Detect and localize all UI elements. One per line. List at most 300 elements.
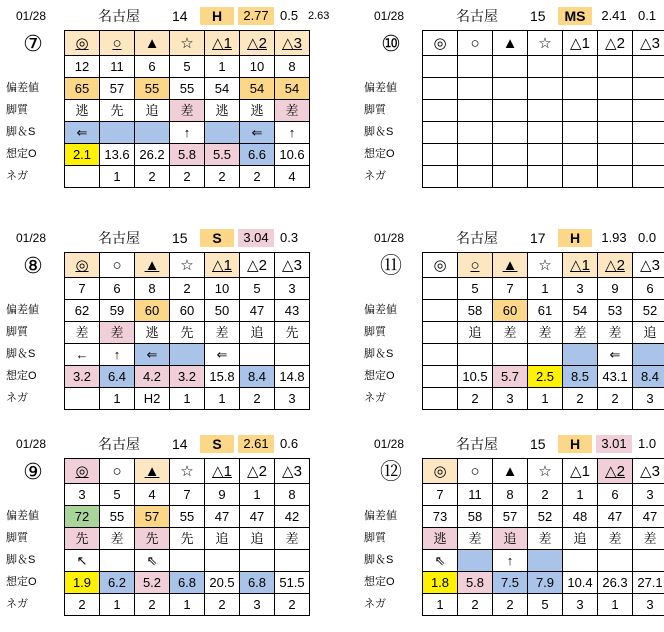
data-cell: 3.2	[170, 366, 205, 388]
data-cell: 5.7	[493, 366, 528, 388]
data-cell	[563, 144, 598, 166]
data-cell: 2	[598, 388, 633, 410]
row-label: ネガ	[360, 594, 423, 616]
data-cell: 1.9	[65, 572, 100, 594]
data-cell: 2	[563, 388, 598, 410]
data-cell: 逃	[423, 528, 458, 550]
data-row	[360, 322, 664, 344]
race-panel	[360, 4, 664, 204]
prediction-mark: △3	[633, 31, 664, 56]
data-cell: 3	[633, 388, 664, 410]
race-table	[360, 458, 664, 616]
data-cell: 52	[528, 506, 563, 528]
data-cell: 逃	[205, 100, 240, 122]
row-label: 偏差値	[360, 300, 423, 322]
race-grade-badge: S	[200, 435, 234, 453]
data-cell	[633, 122, 664, 144]
race-grade-badge: H	[558, 435, 592, 453]
odds-value: 2.61	[238, 435, 274, 453]
data-cell	[423, 166, 458, 188]
data-cell	[633, 100, 664, 122]
data-row	[2, 300, 310, 322]
data-cell	[275, 550, 310, 572]
data-cell	[493, 100, 528, 122]
data-cell: 7.9	[528, 572, 563, 594]
horse-number: 9	[598, 278, 633, 300]
data-cell	[563, 122, 598, 144]
data-cell: 60	[135, 300, 170, 322]
race-distance: 15	[530, 435, 546, 453]
data-cell: 10.4	[563, 572, 598, 594]
data-cell: 差	[100, 322, 135, 344]
data-cell	[633, 78, 664, 100]
prediction-mark: ◎	[65, 253, 100, 278]
race-distance: 17	[530, 229, 546, 247]
data-cell	[493, 166, 528, 188]
race-table	[2, 458, 310, 616]
data-cell: 47	[205, 506, 240, 528]
data-cell: 4.2	[135, 366, 170, 388]
prediction-mark: △3	[633, 459, 664, 484]
prediction-mark: ○	[458, 253, 493, 278]
prediction-mark: ▲	[135, 253, 170, 278]
data-cell	[65, 388, 100, 410]
row-label: 偏差値	[2, 506, 65, 528]
prediction-mark: ▲	[493, 253, 528, 278]
data-cell	[458, 78, 493, 100]
data-row	[360, 144, 664, 166]
data-cell: 6.2	[100, 572, 135, 594]
data-cell	[458, 100, 493, 122]
venue-name: 名古屋	[456, 7, 498, 25]
data-row	[2, 322, 310, 344]
data-cell: 2	[205, 594, 240, 616]
data-cell: 1	[100, 166, 135, 188]
data-cell: 逃	[65, 100, 100, 122]
data-cell: 2	[170, 166, 205, 188]
data-cell: 8.4	[240, 366, 275, 388]
venue-name: 名古屋	[98, 7, 140, 25]
race-grade-badge: MS	[558, 7, 592, 25]
data-cell: 57	[100, 78, 135, 100]
data-cell	[458, 550, 493, 572]
data-cell: 2	[65, 594, 100, 616]
data-cell: 7.5	[493, 572, 528, 594]
row-label: 脚＆S	[2, 344, 65, 366]
prediction-mark: ◎	[65, 459, 100, 484]
horse-number: 5	[100, 484, 135, 506]
index-value-1: 0.5	[280, 7, 298, 25]
data-cell: 55	[170, 506, 205, 528]
data-cell: ↖	[65, 550, 100, 572]
data-cell: 54	[240, 78, 275, 100]
row-label	[2, 278, 65, 300]
prediction-mark: ▲	[493, 31, 528, 56]
horse-number: 1	[528, 278, 563, 300]
data-cell: 先	[170, 528, 205, 550]
data-cell: 47	[240, 300, 275, 322]
horse-number: 7	[170, 484, 205, 506]
horse-number: 5	[240, 278, 275, 300]
marks-row	[360, 31, 664, 56]
data-cell: 3	[633, 594, 664, 616]
horse-number: 11	[100, 56, 135, 78]
data-cell	[170, 344, 205, 366]
horse-number: 7	[423, 484, 458, 506]
row-label: 脚質	[360, 322, 423, 344]
horse-number: 8	[275, 56, 310, 78]
data-cell: ↑	[493, 550, 528, 572]
race-grade-badge: S	[200, 229, 234, 247]
data-cell: 先	[65, 528, 100, 550]
data-cell	[598, 78, 633, 100]
data-cell	[423, 300, 458, 322]
data-cell: 60	[493, 300, 528, 322]
data-cell: ⇐	[135, 344, 170, 366]
prediction-mark: ☆	[528, 459, 563, 484]
race-table	[360, 252, 664, 410]
prediction-mark: △2	[598, 31, 633, 56]
data-cell: 追	[458, 322, 493, 344]
data-cell	[100, 550, 135, 572]
data-cell: 65	[65, 78, 100, 100]
horse-number	[563, 56, 598, 78]
data-cell	[563, 100, 598, 122]
data-cell: ↑	[100, 344, 135, 366]
data-cell: 差	[493, 322, 528, 344]
row-label: 想定O	[2, 144, 65, 166]
data-row	[2, 550, 310, 572]
data-cell: 8.4	[633, 366, 664, 388]
data-cell: 72	[65, 506, 100, 528]
horse-number-row	[360, 278, 664, 300]
data-cell: 57	[135, 506, 170, 528]
data-cell: 47	[633, 506, 664, 528]
horse-number: 2	[170, 278, 205, 300]
data-cell: 5.8	[170, 144, 205, 166]
prediction-mark: ☆	[170, 459, 205, 484]
horse-number: 10	[240, 56, 275, 78]
data-cell: 55	[170, 78, 205, 100]
data-cell: 58	[458, 506, 493, 528]
data-row	[2, 528, 310, 550]
data-cell: 42	[275, 506, 310, 528]
race-header	[360, 4, 664, 28]
data-cell: 差	[528, 528, 563, 550]
data-cell	[423, 100, 458, 122]
prediction-mark: ☆	[528, 31, 563, 56]
data-cell	[563, 344, 598, 366]
data-cell: 2	[458, 594, 493, 616]
race-panel	[360, 226, 664, 426]
race-distance: 14	[172, 435, 188, 453]
data-cell: 2	[458, 388, 493, 410]
data-cell: 2.5	[528, 366, 563, 388]
data-cell: 6.8	[170, 572, 205, 594]
data-cell: 10.5	[458, 366, 493, 388]
data-cell: 47	[598, 506, 633, 528]
data-cell	[205, 122, 240, 144]
data-cell	[423, 122, 458, 144]
horse-number: 9	[205, 484, 240, 506]
data-cell	[528, 166, 563, 188]
data-cell	[423, 144, 458, 166]
data-cell: 追	[240, 528, 275, 550]
prediction-mark: △1	[205, 459, 240, 484]
data-cell: 3	[563, 594, 598, 616]
data-cell: 26.3	[598, 572, 633, 594]
index-value-1: 0.1	[638, 7, 656, 25]
row-label: ネガ	[2, 388, 65, 410]
prediction-mark: △1	[563, 253, 598, 278]
race-panel	[2, 226, 322, 426]
prediction-mark: ◎	[423, 253, 458, 278]
data-cell: 差	[275, 528, 310, 550]
prediction-mark: ○	[100, 459, 135, 484]
index-value-2: 2.63	[308, 7, 329, 25]
data-cell: ⇐	[240, 122, 275, 144]
prediction-mark: △1	[563, 459, 598, 484]
race-distance: 14	[172, 7, 188, 25]
data-cell: ↑	[275, 122, 310, 144]
prediction-mark: △1	[205, 31, 240, 56]
marks-row	[2, 31, 310, 56]
data-row	[360, 572, 664, 594]
data-cell	[493, 122, 528, 144]
data-cell: 1	[598, 594, 633, 616]
data-row	[2, 366, 310, 388]
data-row	[360, 300, 664, 322]
race-distance: 15	[530, 7, 546, 25]
data-cell	[100, 122, 135, 144]
data-row	[2, 506, 310, 528]
row-label: 想定O	[2, 572, 65, 594]
race-grade-badge: H	[558, 229, 592, 247]
data-cell: 1.8	[423, 572, 458, 594]
data-cell: 6.4	[100, 366, 135, 388]
data-cell	[633, 144, 664, 166]
race-panel	[360, 432, 664, 632]
prediction-mark: △1	[205, 253, 240, 278]
data-row	[2, 344, 310, 366]
horse-number: 5	[170, 56, 205, 78]
horse-number-row	[2, 484, 310, 506]
horse-number: 3	[563, 278, 598, 300]
row-label: ネガ	[2, 594, 65, 616]
row-label: 脚質	[2, 322, 65, 344]
data-cell: ←	[65, 344, 100, 366]
race-number: ⑧	[2, 253, 65, 278]
data-cell: 1	[423, 594, 458, 616]
data-row	[2, 388, 310, 410]
race-date: 01/28	[374, 435, 404, 453]
data-cell	[528, 78, 563, 100]
data-row	[360, 594, 664, 616]
data-cell: ⇐	[598, 344, 633, 366]
data-cell: 58	[458, 300, 493, 322]
data-cell: 1	[205, 388, 240, 410]
data-cell: 13.6	[100, 144, 135, 166]
data-cell: 追	[633, 322, 664, 344]
data-cell	[493, 344, 528, 366]
data-cell: 55	[100, 506, 135, 528]
data-cell: 2	[240, 166, 275, 188]
prediction-mark: ▲	[135, 459, 170, 484]
race-number: ⑦	[2, 31, 65, 56]
row-label: 脚＆S	[2, 550, 65, 572]
data-cell	[423, 388, 458, 410]
horse-number: 7	[493, 278, 528, 300]
data-cell: 61	[528, 300, 563, 322]
data-row	[2, 122, 310, 144]
data-cell: 5.8	[458, 572, 493, 594]
data-cell: 1	[100, 594, 135, 616]
marks-row	[360, 253, 664, 278]
data-cell: 5	[528, 594, 563, 616]
row-label: 脚＆S	[360, 550, 423, 572]
race-number: ⑪	[360, 253, 423, 278]
race-panel	[2, 432, 322, 632]
data-cell	[598, 100, 633, 122]
data-cell	[135, 122, 170, 144]
marks-row	[360, 459, 664, 484]
data-cell: ⇐	[65, 122, 100, 144]
row-label: 偏差値	[360, 506, 423, 528]
horse-number: 8	[135, 278, 170, 300]
prediction-mark: ◎	[423, 459, 458, 484]
horse-number	[423, 56, 458, 78]
venue-name: 名古屋	[98, 435, 140, 453]
race-table	[2, 30, 310, 188]
data-row	[360, 122, 664, 144]
prediction-mark: ○	[458, 459, 493, 484]
prediction-mark: ☆	[528, 253, 563, 278]
data-cell: 1	[528, 388, 563, 410]
data-row	[360, 344, 664, 366]
data-cell: 差	[170, 100, 205, 122]
data-cell: 54	[205, 78, 240, 100]
race-number: ⑨	[2, 459, 65, 484]
data-cell: 6.6	[240, 144, 275, 166]
horse-number-row	[360, 484, 664, 506]
data-cell: 59	[100, 300, 135, 322]
race-date: 01/28	[16, 229, 46, 247]
data-cell: 追	[493, 528, 528, 550]
race-header	[360, 226, 664, 250]
row-label: 脚質	[2, 100, 65, 122]
index-value-1: 1.0	[638, 435, 656, 453]
horse-number: 2	[528, 484, 563, 506]
data-cell: 4	[275, 166, 310, 188]
row-label	[360, 278, 423, 300]
data-cell	[458, 166, 493, 188]
row-label: 想定O	[360, 572, 423, 594]
data-cell: 差	[100, 528, 135, 550]
data-cell: 差	[563, 322, 598, 344]
venue-name: 名古屋	[98, 229, 140, 247]
data-cell: 8.5	[563, 366, 598, 388]
data-cell	[423, 344, 458, 366]
data-cell: 54	[563, 300, 598, 322]
data-cell	[493, 78, 528, 100]
prediction-mark: ☆	[170, 31, 205, 56]
data-row	[2, 144, 310, 166]
data-cell	[423, 322, 458, 344]
data-cell: 15.8	[205, 366, 240, 388]
venue-name: 名古屋	[456, 229, 498, 247]
horse-number: 8	[275, 484, 310, 506]
race-panel	[2, 4, 322, 204]
row-label: ネガ	[360, 166, 423, 188]
data-cell	[598, 166, 633, 188]
data-cell: 27.1	[633, 572, 664, 594]
prediction-mark: ☆	[170, 253, 205, 278]
horse-number: 10	[205, 278, 240, 300]
race-table	[360, 30, 664, 188]
venue-name: 名古屋	[456, 435, 498, 453]
odds-value: 3.01	[596, 435, 632, 453]
horse-number: 3	[65, 484, 100, 506]
prediction-mark: ▲	[493, 459, 528, 484]
data-row	[360, 366, 664, 388]
prediction-mark: △2	[598, 459, 633, 484]
data-cell	[458, 144, 493, 166]
prediction-mark: ○	[100, 31, 135, 56]
data-cell: 60	[170, 300, 205, 322]
data-cell: 20.5	[205, 572, 240, 594]
row-label: 脚＆S	[2, 122, 65, 144]
marks-row	[2, 459, 310, 484]
horse-number: 12	[65, 56, 100, 78]
data-cell: 73	[423, 506, 458, 528]
race-date: 01/28	[374, 7, 404, 25]
horse-number: 6	[135, 56, 170, 78]
data-cell: 6.8	[240, 572, 275, 594]
data-cell: 52	[633, 300, 664, 322]
data-row	[360, 550, 664, 572]
data-cell: ↑	[170, 122, 205, 144]
data-cell	[563, 78, 598, 100]
data-cell: 43.1	[598, 366, 633, 388]
data-cell: 47	[240, 506, 275, 528]
race-date: 01/28	[374, 229, 404, 247]
data-cell	[65, 166, 100, 188]
horse-number	[423, 278, 458, 300]
row-label: 想定O	[360, 366, 423, 388]
prediction-mark: △3	[633, 253, 664, 278]
data-cell	[423, 366, 458, 388]
odds-value: 2.77	[238, 7, 274, 25]
data-cell	[205, 550, 240, 572]
data-cell	[458, 344, 493, 366]
data-cell: 差	[458, 528, 493, 550]
data-row	[2, 166, 310, 188]
row-label: 脚質	[360, 528, 423, 550]
data-cell: 3	[275, 388, 310, 410]
data-row	[360, 528, 664, 550]
prediction-mark: △3	[275, 253, 310, 278]
race-table	[2, 252, 310, 410]
prediction-mark: ◎	[423, 31, 458, 56]
data-cell: 5.5	[205, 144, 240, 166]
horse-number	[633, 56, 664, 78]
prediction-mark: △2	[598, 253, 633, 278]
row-label	[2, 56, 65, 78]
marks-row	[2, 253, 310, 278]
data-cell: 26.2	[135, 144, 170, 166]
data-cell: 53	[598, 300, 633, 322]
race-date: 01/28	[16, 435, 46, 453]
